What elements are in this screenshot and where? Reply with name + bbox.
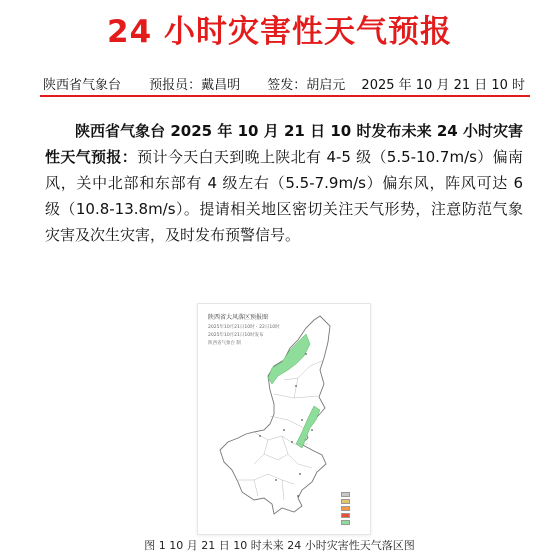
issuing-org: 陕西省气象台 [43, 78, 122, 93]
legend-swatch [341, 506, 350, 511]
forecaster: 预报员：戴昌明 [149, 78, 241, 93]
legend-swatch [341, 513, 350, 518]
legend-swatch [341, 492, 350, 497]
issue-date: 2025 年 10 月 21 日 10 时 [361, 78, 526, 93]
forecast-paragraph [45, 118, 523, 248]
page-title: 24 小时灾害性天气预报 [107, 14, 452, 50]
figure-caption: 图 1 10 月 21 日 10 时未来 24 小时灾害性天气落区图 [144, 539, 415, 552]
paragraph-body: 预计今天白天到晚上陕北有 4-5 级（5.5-10.7m/s）偏南风，关中北部和东部有 4 级左右（5.5-7.9m/s）偏东风，阵风可达 6 级（10.8-13.8m/s）。提请相关地区密切关注天气形势，注意防范气象灾害及次生灾害，及时发布预警信号。 [45, 148, 523, 244]
map-title: 陕西省大风落区预报图 [208, 314, 269, 321]
header-meta [43, 74, 543, 93]
map-legend [341, 492, 350, 527]
signer: 签发：胡启元 [267, 78, 346, 93]
legend-swatch [341, 520, 350, 525]
paragraph-lead: 陕西省气象台 2025 年 10 月 21 日 10 时发布未来 24 小时灾害性天气预报： [45, 122, 523, 166]
map-issue-time: 2025年10月21日10时发布 [208, 333, 264, 338]
legend-swatch [341, 499, 350, 504]
red-divider [40, 95, 530, 97]
map-valid-period: 2025年10月21日10时 - 22日10时 [208, 325, 280, 330]
map-producer: 陕西省气象台 制 [208, 341, 241, 346]
forecast-map [197, 303, 371, 535]
